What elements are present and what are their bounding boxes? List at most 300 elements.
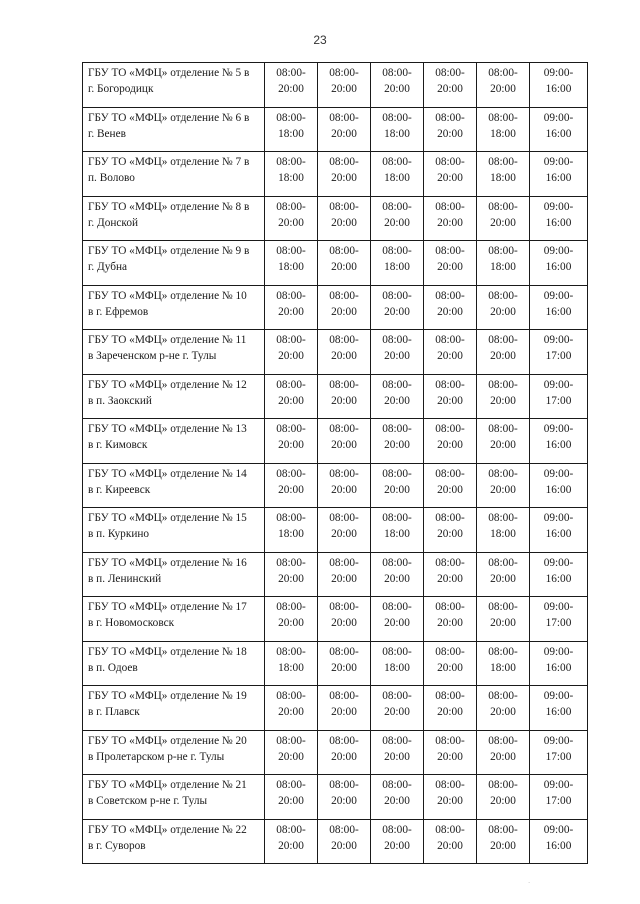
office-name-cell <box>83 686 265 731</box>
hours-close: 16:00 <box>545 706 572 718</box>
hours-cell <box>318 597 371 642</box>
hours-close: 20:00 <box>437 305 463 318</box>
hours-cell <box>371 730 424 775</box>
office-name-line: в п. Куркино <box>88 528 150 540</box>
hours-open: 08:00- <box>276 245 306 257</box>
hours-cell <box>424 775 477 820</box>
hours-cell <box>318 641 371 686</box>
hours-open: 09:00- <box>543 690 574 702</box>
hours-close: 18:00 <box>278 261 304 273</box>
office-name-cell <box>83 463 265 508</box>
office-name-line: ГБУ ТО «МФЦ» отделение № 21 <box>88 779 247 791</box>
office-name-cell <box>83 819 265 864</box>
hours-open: 09:00- <box>543 156 574 168</box>
hours-open: 09:00- <box>543 512 574 524</box>
hours-open: 08:00- <box>435 111 465 124</box>
hours-open: 09:00- <box>543 556 574 569</box>
hours-cell <box>371 152 424 197</box>
hours-close: 16:00 <box>545 216 572 229</box>
hours-open: 08:00- <box>276 423 306 435</box>
office-name-cell <box>83 107 265 152</box>
hours-close: 20:00 <box>331 750 357 763</box>
hours-cell <box>318 730 371 775</box>
hours-open: 08:00- <box>329 245 359 257</box>
hours-close: 16:00 <box>545 661 572 674</box>
hours-close: 16:00 <box>545 172 572 184</box>
office-name-cell <box>83 775 265 820</box>
hours-open: 08:00- <box>435 334 465 346</box>
hours-cell <box>318 552 371 597</box>
hours-open: 08:00- <box>382 200 412 213</box>
hours-open: 08:00- <box>276 556 306 569</box>
hours-open: 08:00- <box>382 690 412 702</box>
hours-cell <box>371 819 424 864</box>
hours-open: 08:00- <box>329 156 359 168</box>
hours-cell <box>530 775 588 820</box>
hours-cell <box>477 819 530 864</box>
hours-open: 08:00- <box>276 690 306 702</box>
hours-cell <box>371 552 424 597</box>
hours-close: 20:00 <box>331 661 357 674</box>
office-name-line: в п. Заокский <box>88 394 152 407</box>
hours-open: 08:00- <box>488 645 518 658</box>
hours-open: 09:00- <box>543 467 574 480</box>
hours-open: 09:00- <box>543 645 574 658</box>
hours-cell <box>371 597 424 642</box>
hours-open: 08:00- <box>435 601 465 613</box>
hours-close: 20:00 <box>490 83 516 95</box>
hours-open: 08:00- <box>435 512 465 524</box>
table-row <box>83 730 588 775</box>
hours-close: 17:00 <box>545 750 572 763</box>
hours-open: 08:00- <box>435 67 465 79</box>
hours-open: 09:00- <box>543 423 574 435</box>
hours-cell <box>265 686 318 731</box>
hours-cell <box>371 330 424 375</box>
table-row <box>83 419 588 464</box>
office-name-line: ГБУ ТО «МФЦ» отделение № 12 <box>88 378 247 391</box>
hours-open: 08:00- <box>382 779 412 791</box>
hours-cell <box>424 374 477 419</box>
hours-cell <box>477 597 530 642</box>
table-row <box>83 152 588 197</box>
hours-open: 09:00- <box>543 67 574 79</box>
office-name-cell <box>83 552 265 597</box>
hours-cell <box>265 597 318 642</box>
hours-close: 20:00 <box>331 83 357 95</box>
hours-cell <box>371 196 424 241</box>
hours-close: 20:00 <box>278 83 304 95</box>
hours-open: 08:00- <box>276 601 306 613</box>
office-name-line: ГБУ ТО «МФЦ» отделение № 7 в <box>88 156 250 168</box>
hours-close: 20:00 <box>490 216 516 229</box>
hours-open: 08:00- <box>488 334 518 346</box>
table-row <box>83 686 588 731</box>
hours-close: 18:00 <box>490 261 516 273</box>
table-row <box>83 552 588 597</box>
hours-open: 08:00- <box>329 467 359 480</box>
hours-cell <box>477 374 530 419</box>
office-name-line: в г. Кимовск <box>88 439 148 451</box>
hours-close: 20:00 <box>490 617 516 629</box>
office-name-line: г. Донской <box>88 216 139 229</box>
hours-close: 16:00 <box>545 439 572 451</box>
hours-close: 18:00 <box>384 172 410 184</box>
hours-close: 20:00 <box>331 706 357 718</box>
hours-open: 08:00- <box>276 467 306 480</box>
hours-close: 18:00 <box>384 528 410 540</box>
hours-open: 08:00- <box>329 200 359 213</box>
hours-cell <box>424 63 477 108</box>
hours-close: 20:00 <box>437 617 463 629</box>
scan-mark: · <box>528 879 531 887</box>
hours-close: 20:00 <box>437 127 463 140</box>
hours-cell <box>477 775 530 820</box>
hours-open: 08:00- <box>329 690 359 702</box>
hours-close: 18:00 <box>278 661 304 674</box>
office-name-cell <box>83 419 265 464</box>
hours-open: 08:00- <box>488 156 518 168</box>
hours-cell <box>318 508 371 553</box>
hours-cell <box>477 686 530 731</box>
hours-cell <box>424 597 477 642</box>
office-name-line: ГБУ ТО «МФЦ» отделение № 11 <box>88 334 247 346</box>
hours-cell <box>371 463 424 508</box>
hours-open: 08:00- <box>435 467 465 480</box>
hours-cell <box>424 730 477 775</box>
hours-close: 20:00 <box>437 839 463 852</box>
hours-cell <box>477 730 530 775</box>
hours-open: 08:00- <box>435 378 465 391</box>
office-name-line: ГБУ ТО «МФЦ» отделение № 10 <box>88 289 247 302</box>
table-row <box>83 374 588 419</box>
hours-open: 08:00- <box>276 779 306 791</box>
hours-close: 20:00 <box>384 439 410 451</box>
hours-open: 08:00- <box>276 512 306 524</box>
hours-open: 09:00- <box>543 200 574 213</box>
table-row <box>83 330 588 375</box>
hours-cell <box>424 196 477 241</box>
office-name-line: ГБУ ТО «МФЦ» отделение № 19 <box>88 690 247 702</box>
hours-open: 08:00- <box>276 334 306 346</box>
hours-open: 08:00- <box>488 111 518 124</box>
page-number: 23 <box>313 33 327 47</box>
hours-close: 20:00 <box>331 261 357 273</box>
hours-open: 08:00- <box>329 734 359 747</box>
hours-close: 16:00 <box>545 839 572 852</box>
hours-cell <box>318 686 371 731</box>
hours-open: 08:00- <box>329 289 359 302</box>
office-name-line: в Советском р-не г. Тулы <box>88 795 208 807</box>
hours-close: 20:00 <box>437 261 463 273</box>
hours-close: 20:00 <box>437 661 463 674</box>
hours-open: 08:00- <box>435 690 465 702</box>
hours-cell <box>265 419 318 464</box>
hours-open: 08:00- <box>435 645 465 658</box>
office-name-line: ГБУ ТО «МФЦ» отделение № 13 <box>88 423 247 435</box>
hours-open: 08:00- <box>382 67 412 79</box>
hours-cell <box>424 552 477 597</box>
hours-cell <box>530 107 588 152</box>
office-name-line: ГБУ ТО «МФЦ» отделение № 17 <box>88 601 247 613</box>
hours-open: 08:00- <box>382 556 412 569</box>
hours-cell <box>424 285 477 330</box>
hours-open: 08:00- <box>488 823 518 836</box>
hours-close: 20:00 <box>331 839 357 852</box>
hours-open: 08:00- <box>276 645 306 658</box>
office-name-cell <box>83 330 265 375</box>
hours-cell <box>530 330 588 375</box>
hours-close: 18:00 <box>278 528 304 540</box>
hours-cell <box>371 686 424 731</box>
hours-cell <box>265 641 318 686</box>
hours-cell <box>265 730 318 775</box>
hours-cell <box>265 552 318 597</box>
table-row <box>83 641 588 686</box>
hours-cell <box>424 107 477 152</box>
hours-close: 20:00 <box>490 795 516 807</box>
hours-open: 08:00- <box>435 779 465 791</box>
hours-open: 08:00- <box>276 156 306 168</box>
hours-cell <box>318 819 371 864</box>
hours-cell <box>318 241 371 286</box>
hours-open: 08:00- <box>329 556 359 569</box>
hours-open: 08:00- <box>329 111 359 124</box>
hours-close: 20:00 <box>384 394 410 407</box>
hours-close: 18:00 <box>384 661 410 674</box>
hours-cell <box>424 330 477 375</box>
hours-close: 16:00 <box>545 305 572 318</box>
hours-open: 08:00- <box>276 734 306 747</box>
hours-cell <box>318 63 371 108</box>
hours-cell <box>530 819 588 864</box>
office-name-line: в г. Плавск <box>88 706 140 718</box>
hours-cell <box>371 419 424 464</box>
hours-close: 20:00 <box>278 839 304 852</box>
hours-close: 18:00 <box>278 127 304 140</box>
hours-open: 08:00- <box>382 512 412 524</box>
hours-cell <box>477 552 530 597</box>
hours-open: 08:00- <box>435 245 465 257</box>
hours-cell <box>424 419 477 464</box>
hours-close: 20:00 <box>384 572 410 585</box>
hours-open: 08:00- <box>488 289 518 302</box>
hours-close: 20:00 <box>278 706 304 718</box>
hours-open: 09:00- <box>543 779 574 791</box>
hours-cell <box>265 196 318 241</box>
hours-open: 08:00- <box>488 779 518 791</box>
hours-close: 20:00 <box>437 528 463 540</box>
hours-cell <box>424 819 477 864</box>
hours-close: 20:00 <box>278 483 304 496</box>
hours-close: 20:00 <box>278 305 304 318</box>
hours-close: 20:00 <box>437 795 463 807</box>
hours-close: 20:00 <box>278 216 304 229</box>
office-name-cell <box>83 241 265 286</box>
office-name-line: в г. Киреевск <box>88 483 151 496</box>
hours-cell <box>265 152 318 197</box>
hours-open: 08:00- <box>382 467 412 480</box>
hours-close: 20:00 <box>331 216 357 229</box>
hours-close: 20:00 <box>384 83 410 95</box>
hours-cell <box>318 196 371 241</box>
hours-cell <box>530 241 588 286</box>
hours-cell <box>318 419 371 464</box>
hours-open: 08:00- <box>435 823 465 836</box>
hours-close: 20:00 <box>384 750 410 763</box>
hours-cell <box>530 730 588 775</box>
hours-open: 08:00- <box>488 512 518 524</box>
hours-close: 20:00 <box>278 572 304 585</box>
hours-cell <box>477 641 530 686</box>
office-name-cell <box>83 285 265 330</box>
hours-close: 20:00 <box>437 216 463 229</box>
hours-close: 18:00 <box>490 661 516 674</box>
hours-open: 08:00- <box>382 245 412 257</box>
hours-close: 20:00 <box>437 394 463 407</box>
office-name-cell <box>83 641 265 686</box>
hours-close: 20:00 <box>331 439 357 451</box>
hours-open: 08:00- <box>382 156 412 168</box>
office-name-line: в Пролетарском р-не г. Тулы <box>88 750 225 763</box>
hours-open: 08:00- <box>382 334 412 346</box>
hours-cell <box>477 63 530 108</box>
hours-open: 08:00- <box>382 734 412 747</box>
hours-cell <box>371 374 424 419</box>
hours-cell <box>318 330 371 375</box>
hours-close: 20:00 <box>331 483 357 496</box>
office-name-line: п. Волово <box>88 172 135 184</box>
hours-cell <box>477 241 530 286</box>
hours-open: 08:00- <box>329 334 359 346</box>
office-name-line: г. Богородицк <box>88 83 154 95</box>
hours-open: 08:00- <box>435 156 465 168</box>
table-row <box>83 196 588 241</box>
hours-close: 20:00 <box>278 795 304 807</box>
hours-cell <box>530 152 588 197</box>
hours-cell <box>424 152 477 197</box>
hours-open: 09:00- <box>543 601 574 613</box>
hours-open: 08:00- <box>329 601 359 613</box>
hours-close: 20:00 <box>437 483 463 496</box>
office-name-line: ГБУ ТО «МФЦ» отделение № 22 <box>88 823 247 836</box>
hours-open: 08:00- <box>382 823 412 836</box>
hours-open: 08:00- <box>382 601 412 613</box>
hours-open: 08:00- <box>435 556 465 569</box>
hours-cell <box>477 285 530 330</box>
hours-close: 20:00 <box>490 483 516 496</box>
hours-close: 20:00 <box>437 750 463 763</box>
hours-close: 20:00 <box>490 394 516 407</box>
office-name-cell <box>83 730 265 775</box>
hours-close: 20:00 <box>490 350 516 362</box>
hours-close: 20:00 <box>384 350 410 362</box>
hours-cell <box>530 374 588 419</box>
hours-open: 08:00- <box>435 734 465 747</box>
office-name-cell <box>83 374 265 419</box>
hours-close: 20:00 <box>490 706 516 718</box>
table-row <box>83 241 588 286</box>
hours-open: 09:00- <box>543 334 574 346</box>
hours-close: 16:00 <box>545 83 572 95</box>
table-row <box>83 819 588 864</box>
office-name-line: в п. Ленинский <box>88 572 162 585</box>
hours-close: 20:00 <box>490 305 516 318</box>
hours-cell <box>371 107 424 152</box>
hours-close: 20:00 <box>331 394 357 407</box>
hours-close: 20:00 <box>384 305 410 318</box>
hours-cell <box>477 463 530 508</box>
hours-cell <box>371 508 424 553</box>
hours-cell <box>530 508 588 553</box>
hours-open: 08:00- <box>329 423 359 435</box>
hours-open: 09:00- <box>543 245 574 257</box>
office-name-line: в г. Новомосковск <box>88 617 175 629</box>
hours-cell <box>265 775 318 820</box>
hours-close: 17:00 <box>545 350 572 362</box>
hours-close: 20:00 <box>278 750 304 763</box>
hours-open: 08:00- <box>276 200 306 213</box>
hours-cell <box>318 285 371 330</box>
hours-open: 08:00- <box>329 779 359 791</box>
hours-close: 20:00 <box>331 528 357 540</box>
hours-open: 08:00- <box>488 601 518 613</box>
hours-close: 16:00 <box>545 261 572 273</box>
hours-cell <box>318 374 371 419</box>
hours-close: 18:00 <box>384 127 410 140</box>
office-name-line: ГБУ ТО «МФЦ» отделение № 18 <box>88 645 247 658</box>
hours-open: 08:00- <box>276 67 306 79</box>
office-name-line: в г. Суворов <box>88 839 146 852</box>
hours-cell <box>530 63 588 108</box>
office-name-line: в Зареченском р-не г. Тулы <box>88 350 217 362</box>
hours-close: 20:00 <box>437 172 463 184</box>
hours-open: 08:00- <box>329 645 359 658</box>
office-name-line: в п. Одоев <box>88 661 138 674</box>
hours-cell <box>265 819 318 864</box>
hours-close: 20:00 <box>331 127 357 140</box>
hours-cell <box>530 196 588 241</box>
hours-open: 08:00- <box>329 67 359 79</box>
table-row <box>83 63 588 108</box>
hours-cell <box>265 374 318 419</box>
hours-open: 08:00- <box>488 378 518 391</box>
hours-close: 20:00 <box>384 706 410 718</box>
hours-cell <box>530 686 588 731</box>
hours-close: 20:00 <box>490 750 516 763</box>
hours-cell <box>477 152 530 197</box>
hours-close: 20:00 <box>331 572 357 585</box>
hours-open: 08:00- <box>488 67 518 79</box>
hours-close: 20:00 <box>384 617 410 629</box>
hours-cell <box>477 107 530 152</box>
hours-cell <box>265 508 318 553</box>
hours-close: 18:00 <box>278 172 304 184</box>
office-name-line: г. Венев <box>88 127 126 140</box>
hours-cell <box>424 508 477 553</box>
office-name-cell <box>83 63 265 108</box>
hours-close: 20:00 <box>278 350 304 362</box>
hours-cell <box>265 285 318 330</box>
table-row <box>83 107 588 152</box>
hours-cell <box>530 552 588 597</box>
hours-open: 09:00- <box>543 734 574 747</box>
hours-open: 08:00- <box>329 378 359 391</box>
office-name-line: ГБУ ТО «МФЦ» отделение № 15 <box>88 512 247 524</box>
hours-open: 08:00- <box>276 111 306 124</box>
hours-close: 20:00 <box>331 795 357 807</box>
office-name-line: ГБУ ТО «МФЦ» отделение № 8 в <box>88 200 250 213</box>
